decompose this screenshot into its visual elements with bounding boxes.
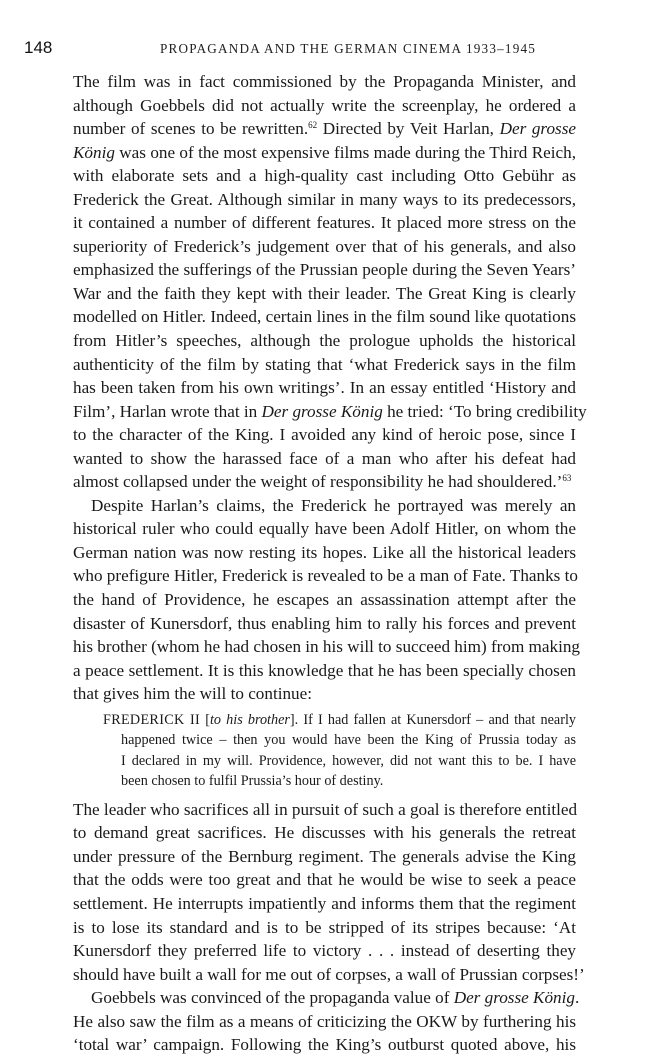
text-line: to demand great sacrifices. He discusses with his generals the retreat <box>73 823 576 843</box>
film-title: Der grosse König <box>261 401 383 421</box>
text-line: should have built a wall for me out of corpses, a wall of Prussian corpses!’ <box>73 964 585 984</box>
text-line: his brother (whom he had chosen in his will to succeed him) from making <box>73 637 580 657</box>
text-line: historical ruler who could equally have been Adolf Hitler, on whom the <box>73 519 576 539</box>
text-line: He also saw the film as a means of criticizing the OKW by furthering his <box>73 1011 576 1031</box>
text-line: from Hitler’s speeches, although the prologue upholds the historical <box>73 331 576 351</box>
page-number: 148 <box>24 38 53 57</box>
text-line: wanted to show the harassed face of a man who after his defeat had <box>73 448 576 468</box>
stage-direction: to his brother <box>209 711 290 728</box>
page-header <box>24 38 624 60</box>
text-line: the hand of Providence, he escapes an assassination attempt after the <box>73 590 576 610</box>
text-line: disaster of Kunersdorf, thus enabling him to rally his forces and prevent <box>73 613 576 633</box>
quote-line <box>103 710 576 731</box>
text-line: superiority of Frederick’s judgement over that of his generals, and also <box>73 236 576 256</box>
paragraph-3 <box>73 798 585 986</box>
text-line: is to lose its standard and is to be stripped of its stripes because: ‘At <box>73 917 576 937</box>
text-line: The leader who sacrifices all in pursuit of such a goal is therefore entitled <box>73 799 578 819</box>
paragraph-1 <box>73 70 587 494</box>
text-run: [ <box>200 711 210 728</box>
text-run: was one of the most expensive films made during the Third Reich, <box>114 142 576 162</box>
text-line: ‘total war’ campaign. Following the King’s outburst quoted above, his <box>73 1035 576 1055</box>
text-run: Goebbels was convinced of the propaganda value of <box>91 988 454 1008</box>
paragraph-4 <box>73 986 580 1057</box>
paragraph-2 <box>73 494 580 706</box>
text-line: although Goebbels did not actually write the screenplay, he ordered a <box>73 95 576 115</box>
footnote-ref-62: 62 <box>308 120 318 131</box>
text-line <box>73 400 587 424</box>
body-text <box>73 70 587 1057</box>
text-run: ]. <box>289 711 299 728</box>
text-line: that gives him the will to continue: <box>73 684 312 704</box>
text-run: Directed by Veit Harlan, <box>317 119 500 139</box>
text-run: number of scenes to be rewritten. <box>73 119 309 139</box>
text-line: who prefigure Hitler, Frederick is revealed to be a man of Fate. Thanks to <box>73 566 578 586</box>
text-line: that the odds were too great and that he would be wise to seek a peace <box>73 870 576 890</box>
text-line: it contained a number of different features. It placed more stress on the <box>73 213 576 233</box>
text-run: If I had fallen at Kunersdorf – and that nearly <box>298 711 576 728</box>
text-line: emphasized the sufferings of the Prussian people during the Seven Years’ <box>73 260 576 280</box>
text-line <box>73 117 576 141</box>
film-title: Der grosse <box>499 119 576 139</box>
text-line: authenticity of the film by stating that ‘what Frederick says in the film <box>73 354 576 374</box>
text-line: settlement. He interrupts impatiently and informs them that the regiment <box>73 893 576 913</box>
text-line <box>73 141 576 165</box>
text-line: under pressure of the Bernburg regiment. The generals advise the King <box>73 846 576 866</box>
text-line: modelled on Hitler. Indeed, certain lines in the film sound like quotations <box>73 307 576 327</box>
text-line: a peace settlement. It is this knowledge that he has been specially chosen <box>73 660 576 680</box>
text-line: The film was in fact commissioned by the Propaganda Minister, and <box>73 72 576 91</box>
quote-line: I declared in my will. Providence, however, did not want this to be. I have <box>121 752 576 769</box>
quote-line: happened twice – then you would have been the King of Prussia today as <box>121 732 576 749</box>
text-line: with elaborate sets and a high-quality cast including Otto Gebühr as <box>73 166 576 186</box>
running-head: PROPAGANDA AND THE GERMAN CINEMA 1933–1945 <box>160 41 537 56</box>
text-line: to the character of the King. I avoided any kind of heroic pose, since I <box>73 425 576 445</box>
text-line <box>73 470 576 494</box>
footnote-ref-63: 63 <box>562 473 572 484</box>
quote-line: been chosen to fulfil Prussia’s hour of destiny. <box>121 773 384 790</box>
text-line: has been taken from his own writings’. In an essay entitled ‘History and <box>73 378 576 398</box>
film-title: Der grosse König <box>453 988 575 1008</box>
text-line <box>73 986 580 1010</box>
text-line: War and the faith they kept with their leader. The Great King is clearly <box>73 283 576 303</box>
text-line: Frederick the Great. Although similar in many ways to its predecessors, <box>73 189 576 209</box>
block-quote <box>103 710 576 792</box>
text-line: Despite Harlan’s claims, the Frederick he portrayed was merely an <box>91 495 576 515</box>
text-line: German nation was now resting its hopes. Like all the historical leaders <box>73 542 576 562</box>
speaker-name: FREDERICK II <box>103 711 201 728</box>
text-run: almost collapsed under the weight of responsibility he had shouldered.’ <box>73 472 563 492</box>
text-run: Film’, Harlan wrote that in <box>73 401 262 421</box>
text-run: . <box>574 988 580 1008</box>
text-run: he tried: ‘To bring credibility <box>382 401 587 421</box>
text-line: Kunersdorf they preferred life to victory . . . instead of deserting they <box>73 941 576 961</box>
film-title: König <box>73 142 115 162</box>
